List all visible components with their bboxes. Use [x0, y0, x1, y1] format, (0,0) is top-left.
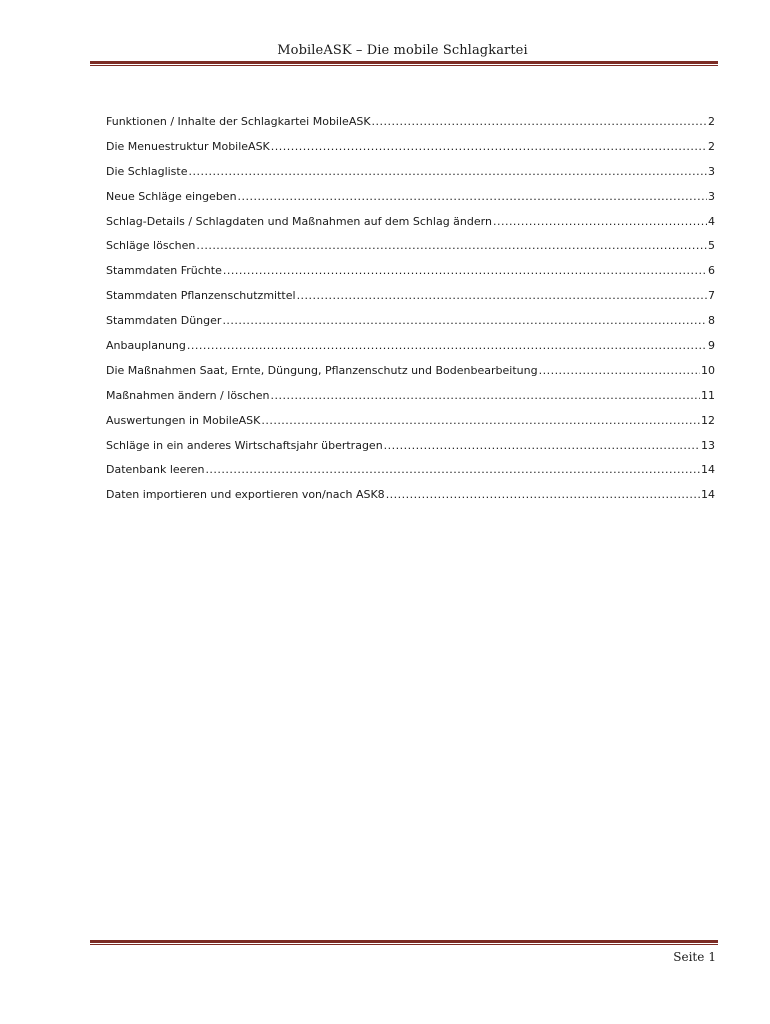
- toc-entry-title: Anbauplanung: [106, 339, 186, 353]
- toc-leader-dots: [297, 289, 707, 302]
- page-number-value: 1: [708, 950, 716, 964]
- toc-entry-page: 3: [708, 189, 715, 203]
- toc-entry-title: Stammdaten Früchte: [106, 264, 222, 278]
- toc-entry-title: Stammdaten Pflanzenschutzmittel: [106, 289, 296, 303]
- toc-entry[interactable]: [106, 339, 715, 364]
- toc-entry-title: Die Menuestruktur MobileASK: [106, 139, 270, 153]
- toc-entry-page: 2: [708, 115, 715, 128]
- toc-entry-title: Die Schlagliste: [106, 164, 188, 178]
- toc-entry-page: 13: [701, 438, 715, 452]
- footer-rule-thick: [90, 940, 718, 943]
- toc-entry[interactable]: [106, 488, 715, 513]
- toc-leader-dots: [261, 414, 700, 427]
- toc-leader-dots: [223, 264, 707, 277]
- toc-entry-title: Schläge löschen: [106, 239, 196, 253]
- toc-leader-dots: [539, 364, 700, 377]
- toc-entry[interactable]: [106, 389, 715, 414]
- toc-entry-page: 4: [708, 214, 715, 228]
- toc-leader-dots: [196, 239, 707, 252]
- toc-entry[interactable]: [106, 364, 715, 389]
- toc-leader-dots: [187, 339, 707, 352]
- toc-entry-title: Auswertungen in MobileASK: [106, 413, 261, 427]
- header-rule: [90, 61, 718, 66]
- page-number: [673, 950, 716, 964]
- toc-entry-page: 7: [708, 289, 715, 303]
- table-of-contents: [106, 115, 715, 513]
- toc-entry-page: 6: [708, 264, 715, 278]
- toc-entry-title: Stammdaten Dünger: [106, 314, 222, 328]
- toc-entry-page: 12: [701, 413, 715, 427]
- toc-entry-title: Maßnahmen ändern / löschen: [106, 388, 270, 402]
- footer-rule: [90, 940, 718, 945]
- toc-entry-page: 3: [708, 164, 715, 178]
- footer-rule-thin: [90, 944, 718, 945]
- toc-entry-title: Neue Schläge eingeben: [106, 189, 237, 203]
- toc-entry[interactable]: [106, 140, 715, 165]
- toc-leader-dots: [386, 488, 700, 501]
- toc-leader-dots: [271, 389, 700, 402]
- toc-entry-page: 14: [701, 488, 715, 502]
- page-label: Seite: [673, 950, 705, 964]
- toc-entry[interactable]: [106, 463, 715, 488]
- toc-entry-title: Schlag-Details / Schlagdaten und Maßnahmen auf dem Schlag ändern: [106, 214, 492, 228]
- toc-entry[interactable]: [106, 414, 715, 439]
- toc-entry[interactable]: [106, 439, 715, 464]
- header-rule-thin: [90, 65, 718, 66]
- toc-leader-dots: [189, 165, 708, 178]
- toc-entry[interactable]: [106, 264, 715, 289]
- toc-leader-dots: [238, 190, 707, 203]
- toc-entry-title: Die Maßnahmen Saat, Ernte, Düngung, Pflanzenschutz und Bodenbearbeitung: [106, 363, 538, 377]
- toc-entry[interactable]: [106, 215, 715, 240]
- toc-entry[interactable]: [106, 289, 715, 314]
- toc-leader-dots: [493, 215, 707, 228]
- toc-leader-dots: [271, 140, 707, 153]
- toc-entry-page: 5: [708, 239, 715, 253]
- toc-leader-dots: [384, 439, 700, 452]
- toc-entry[interactable]: [106, 314, 715, 339]
- toc-entry[interactable]: [106, 165, 715, 190]
- toc-entry-page: 8: [708, 314, 715, 328]
- toc-entry-title: Funktionen / Inhalte der Schlagkartei MobileASK: [106, 115, 371, 128]
- toc-entry-title: Daten importieren und exportieren von/nach ASK8: [106, 488, 385, 502]
- toc-leader-dots: [372, 115, 707, 128]
- toc-entry-page: 10: [701, 363, 715, 377]
- toc-entry-title: Schläge in ein anderes Wirtschaftsjahr übertragen: [106, 438, 383, 452]
- toc-entry-page: 14: [701, 463, 715, 477]
- toc-entry[interactable]: [106, 115, 715, 140]
- header-rule-thick: [90, 61, 718, 64]
- toc-entry[interactable]: [106, 239, 715, 264]
- toc-entry[interactable]: [106, 190, 715, 215]
- toc-entry-page: 9: [708, 339, 715, 353]
- toc-entry-title: Datenbank leeren: [106, 463, 205, 477]
- toc-leader-dots: [222, 314, 707, 327]
- toc-entry-page: 2: [708, 139, 715, 153]
- header-title: MobileASK – Die mobile Schlagkartei: [277, 43, 528, 58]
- toc-entry-page: 11: [701, 388, 715, 402]
- toc-leader-dots: [205, 463, 700, 476]
